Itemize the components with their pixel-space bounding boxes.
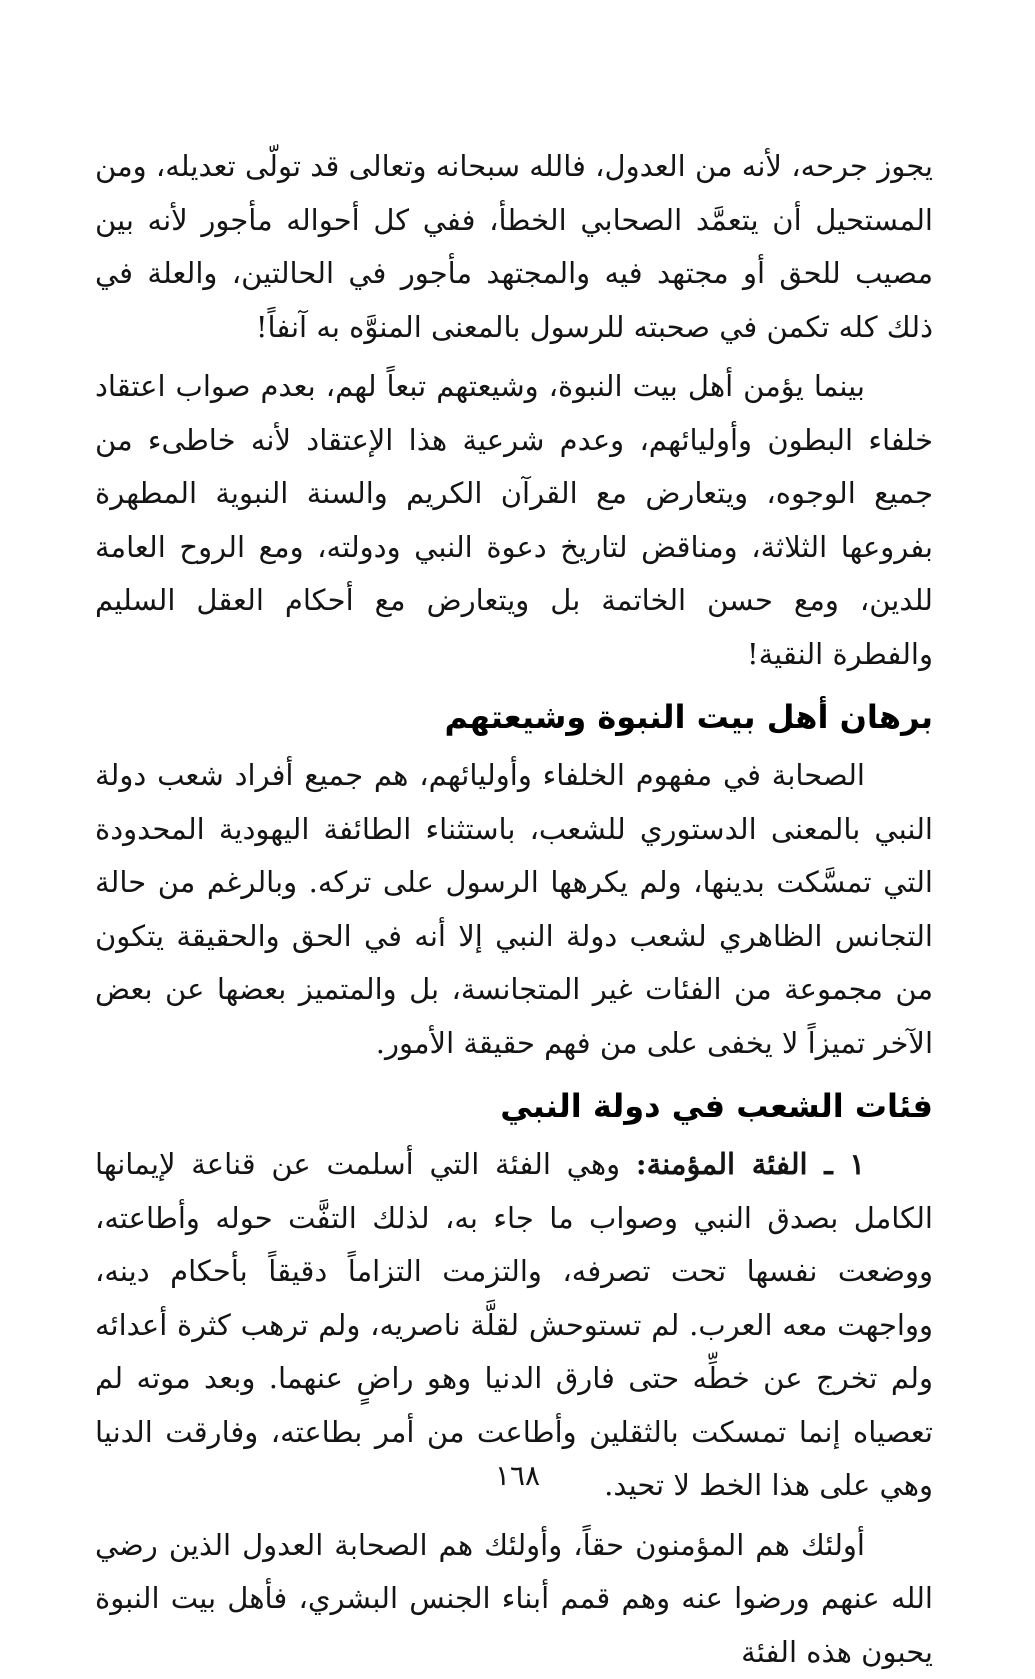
section-heading-proof: برهان أهل بيت النبوة وشيعتهم — [95, 689, 933, 745]
paragraph-4-lead: ١ ـ الفئة المؤمنة: — [636, 1147, 865, 1181]
page-number: ١٦٨ — [0, 1456, 1035, 1496]
paragraph-2: بينما يؤمن أهل بيت النبوة، وشيعتهم تبعاً لهم، بعدم صواب اعتقاد خلفاء البطون وأوليائهم، وعدم شرعية هذا الإعتقاد لأنه خاطىء من جميع الوجوه، ويتعارض مع القرآن الكريم والسنة النبوية المطهرة بفروعها الثلاثة، ومناقض لتاريخ دعوة النبي ودولته، ومع الروح العامة للدين، ومع حسن الخاتمة بل ويتعارض مع أحكام العقل السليم والفطرة النقية! — [95, 360, 933, 681]
paragraph-4-text: وهي الفئة التي أسلمت عن قناعة لإيمانها الكامل بصدق النبي وصواب ما جاء به، لذلك التفَّت حوله وأطاعته، ووضعت نفسها تحت تصرفه، والتزمت التزاماً دقيقاً بأحكام دينه، وواجهت معه العرب. لم تستوحش لقلَّة ناصريه، ولم ترهب كثرة أعدائه ولم تخرج عن خطِّه حتى فارق الدنيا وهو راضٍ عنهما. وبعد موته لم تعصياه إنما تمسكت بالثقلين وأطاعت من أمر بطاعته، وفارقت الدنيا وهي على هذا الخط لا تحيد. — [95, 1147, 933, 1502]
paragraph-3: الصحابة في مفهوم الخلفاء وأوليائهم، هم جميع أفراد شعب دولة النبي بالمعنى الدستوري للشعب، باستثناء الطائفة اليهودية المحدودة التي تمسَّكت بدينها، ولم يكرهها الرسول على تركه. وبالرغم من حالة التجانس الظاهري لشعب دولة النبي إلا أنه في الحق والحقيقة يتكون من مجموعة من الفئات غير المتجانسة، بل والمتميز بعضها عن بعض الآخر تميزاً لا يخفى على من فهم حقيقة الأمور. — [95, 749, 933, 1070]
page-body — [95, 140, 933, 1480]
paragraph-1: يجوز جرحه، لأنه من العدول، فالله سبحانه وتعالى قد تولّى تعديله، ومن المستحيل أن يتعمَّد الصحابي الخطأ، ففي كل أحواله مأجور لأنه بين مصيب للحق أو مجتهد فيه والمجتهد مأجور في الحالتين، والعلة في ذلك كله تكمن في صحبته للرسول بالمعنى المنوَّه به آنفاً! — [95, 140, 933, 354]
paragraph-5: أولئك هم المؤمنون حقاً، وأولئك هم الصحابة العدول الذين رضي الله عنهم ورضوا عنه وهم قمم أبناء الجنس البشري، فأهل بيت النبوة يحبون هذه الفئة — [95, 1519, 933, 1679]
section-heading-categories: فئات الشعب في دولة النبي — [95, 1078, 933, 1134]
